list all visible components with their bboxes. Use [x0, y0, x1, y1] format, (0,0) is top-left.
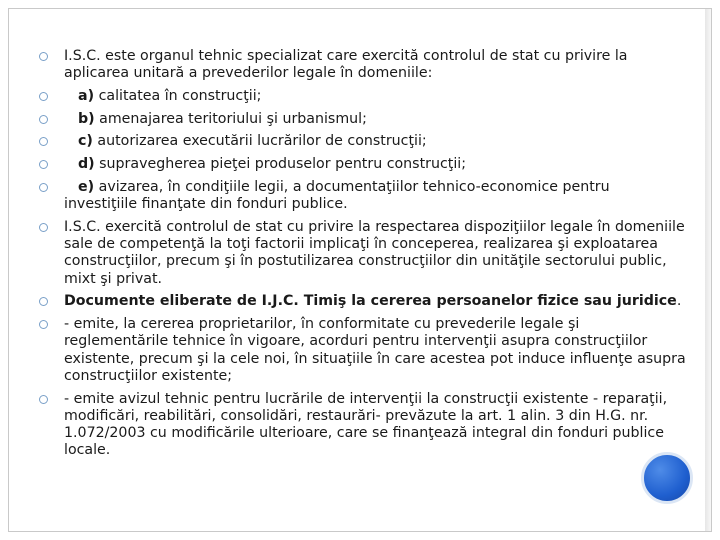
domain-item-e: [36, 179, 686, 214]
domain-letter: a): [78, 87, 95, 104]
circle-bullet-icon: [39, 183, 48, 192]
document-item-technical-opinion: - emite avizul tehnic pentru lucrările de intervenţii la construcţii existente - reparaţii, modificări, reabilitări, consolidări, restaurări- prevăzute la art. 1 alin. 3 din H.G. nr. 1.072/2003 cu modificările ulterioare, care se finanţează integral din fonduri publice locale.: [36, 391, 686, 460]
slide-bullet-list: [36, 48, 686, 465]
domain-text: autorizarea executării lucrărilor de construcţii;: [92, 133, 427, 150]
slide-side-bar: [705, 9, 711, 531]
circle-bullet-icon: [39, 320, 48, 329]
domain-item-a: [36, 88, 686, 105]
circle-bullet-icon: [39, 115, 48, 124]
circle-bullet-icon: [39, 223, 48, 232]
domain-item-c: [36, 133, 686, 150]
domain-item-b: [36, 111, 686, 128]
control-paragraph: I.S.C. exercită controlul de stat cu privire la respectarea dispoziţiilor legale în domeniile sale de competenţă la toţi factorii implicaţi în conceperea, realizarea şi exploatarea construcţiilor, precum şi în postutilizarea construcţiilor din unităţile sectorului public, mixt şi privat.: [36, 219, 686, 288]
document-item-agreement: - emite, la cererea proprietarilor, în conformitate cu prevederile legale şi reglementările tehnice în vigoare, acorduri pentru intervenţii asupra construcţiilor existente, precum şi la cele noi, în situaţiile în care acestea pot induce influenţe asupra construcţiilor existente;: [36, 316, 686, 385]
domain-text: calitatea în construcţii;: [94, 87, 262, 104]
intro-paragraph: I.S.C. este organul tehnic specializat care exercită controlul de stat cu privire la aplicarea unitară a prevederilor legale în domeniile:: [36, 48, 686, 83]
circle-bullet-icon: [39, 52, 48, 61]
domain-letter: b): [78, 110, 95, 127]
documents-heading: Documente eliberate de I.J.C. Timiş la cererea persoanelor fizice sau juridice.: [36, 293, 686, 310]
circle-bullet-icon: [39, 92, 48, 101]
domain-text: supravegherea pieţei produselor pentru construcţii;: [94, 156, 466, 173]
domain-letter: d): [78, 156, 95, 173]
domain-text: avizarea, în condiţiile legii, a documentaţiilor tehnico-economice pentru investiţiile finanţate din fonduri publice.: [64, 178, 610, 213]
circle-bullet-icon: [39, 395, 48, 404]
domain-letter: c): [78, 133, 93, 150]
domain-item-d: [36, 156, 686, 173]
domain-text: amenajarea teritoriului şi urbanismul;: [94, 110, 367, 127]
blue-circle-logo-icon: [641, 452, 693, 504]
domain-letter: e): [78, 178, 95, 195]
circle-bullet-icon: [39, 160, 48, 169]
circle-bullet-icon: [39, 297, 48, 306]
circle-bullet-icon: [39, 137, 48, 146]
